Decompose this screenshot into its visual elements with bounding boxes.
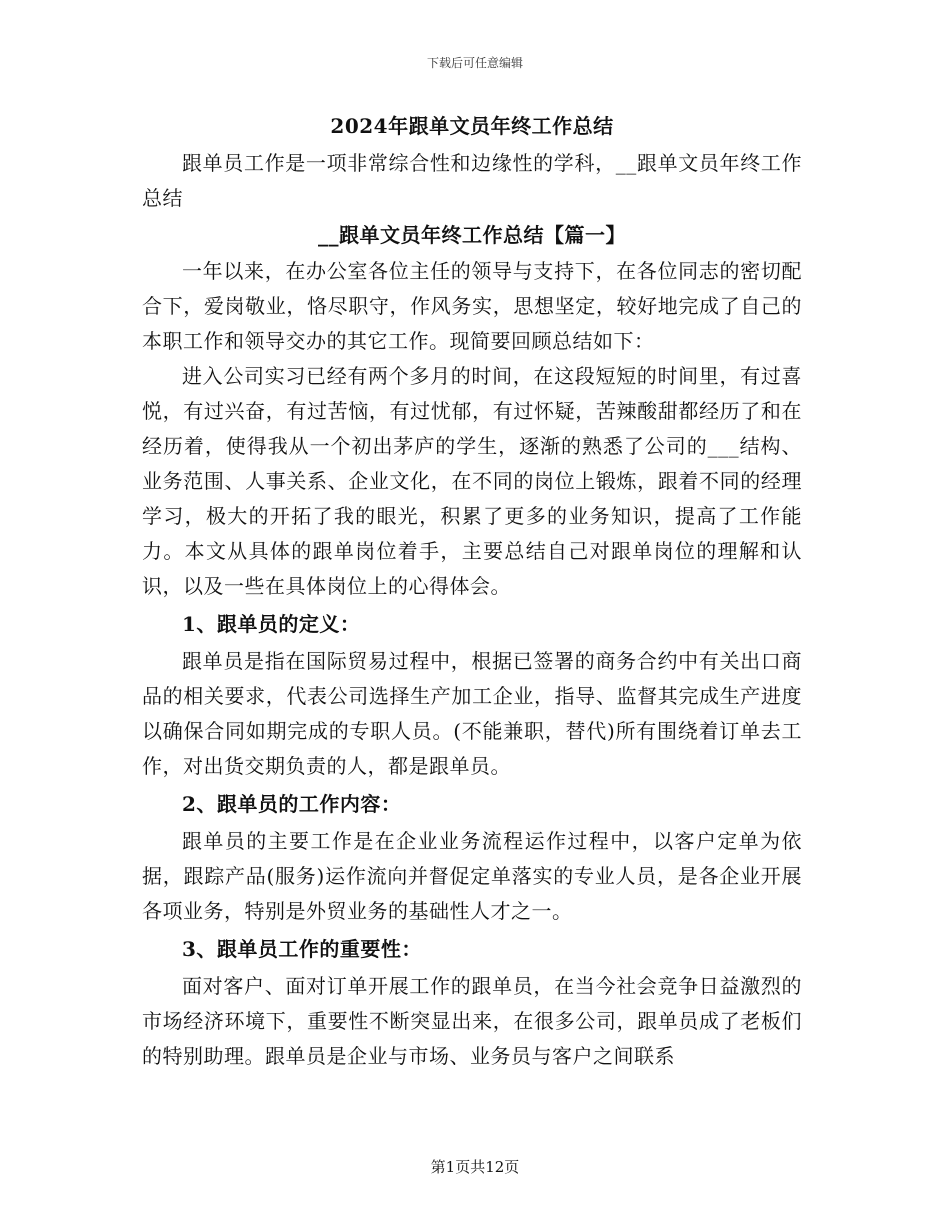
heading-definition: 1、跟单员的定义：: [182, 612, 361, 636]
paragraph-1: 一年以来，在办公室各位主任的领导与支持下，在各位同志的密切配合下，爱岗敬业，恪尽职守，作风务实，思想坚定，较好地完成了自己的本职工作和领导交办的其它工作。现简要回顾总结如下：: [142, 259, 802, 353]
document-body: [142, 108, 802, 1074]
paragraph-2: 进入公司实习已经有两个多月的时间，在这段短短的时间里，有过喜悦，有过兴奋，有过苦恼，有过忧郁，有过怀疑，苦辣酸甜都经历了和在经历着，使得我从一个初出茅庐的学生，逐渐的熟悉了公司的___结构、业务范围、人事关系、企业文化，在不同的岗位上锻炼，跟着不同的经理学习，极大的开拓了我的眼光，积累了更多的业务知识，提高了工作能力。本文从具体的跟单岗位着手，主要总结自己对跟单岗位的理解和认识，以及一些在具体岗位上的心得体会。: [142, 364, 802, 598]
paragraph-work-content: 跟单员的主要工作是在企业业务流程运作过程中，以客户定单为依据，跟踪产品(服务)运作流向并督促定单落实的专业人员，是各企业开展各项业务，特别是外贸业务的基础性人才之一。: [142, 829, 802, 923]
heading-work-content: 2、跟单员的工作内容：: [182, 792, 402, 816]
page-footer: 第1页共12页: [430, 1158, 520, 1176]
header-note: 下载后可任意编辑: [426, 56, 523, 70]
intro-paragraph: 跟单员工作是一项非常综合性和边缘性的学科，__跟单文员年终工作总结: [142, 151, 802, 210]
document-title: 2024年跟单文员年终工作总结: [330, 114, 614, 138]
paragraph-importance: 面对客户、面对订单开展工作的跟单员，在当今社会竞争日益激烈的市场经济环境下，重要性不断突显出来，在很多公司，跟单员成了老板们的特别助理。跟单员是企业与市场、业务员与客户之间联系: [142, 974, 802, 1068]
heading-importance: 3、跟单员工作的重要性：: [182, 937, 422, 961]
section-title: __跟单文员年终工作总结【篇一】: [318, 223, 626, 247]
paragraph-definition: 跟单员是指在国际贸易过程中，根据已签署的商务合约中有关出口商品的相关要求，代表公司选择生产加工企业，指导、监督其完成生产进度以确保合同如期完成的专职人员。(不能兼职，替代)所有围绕着订单去工作，对出货交期负责的人，都是跟单员。: [142, 649, 802, 778]
